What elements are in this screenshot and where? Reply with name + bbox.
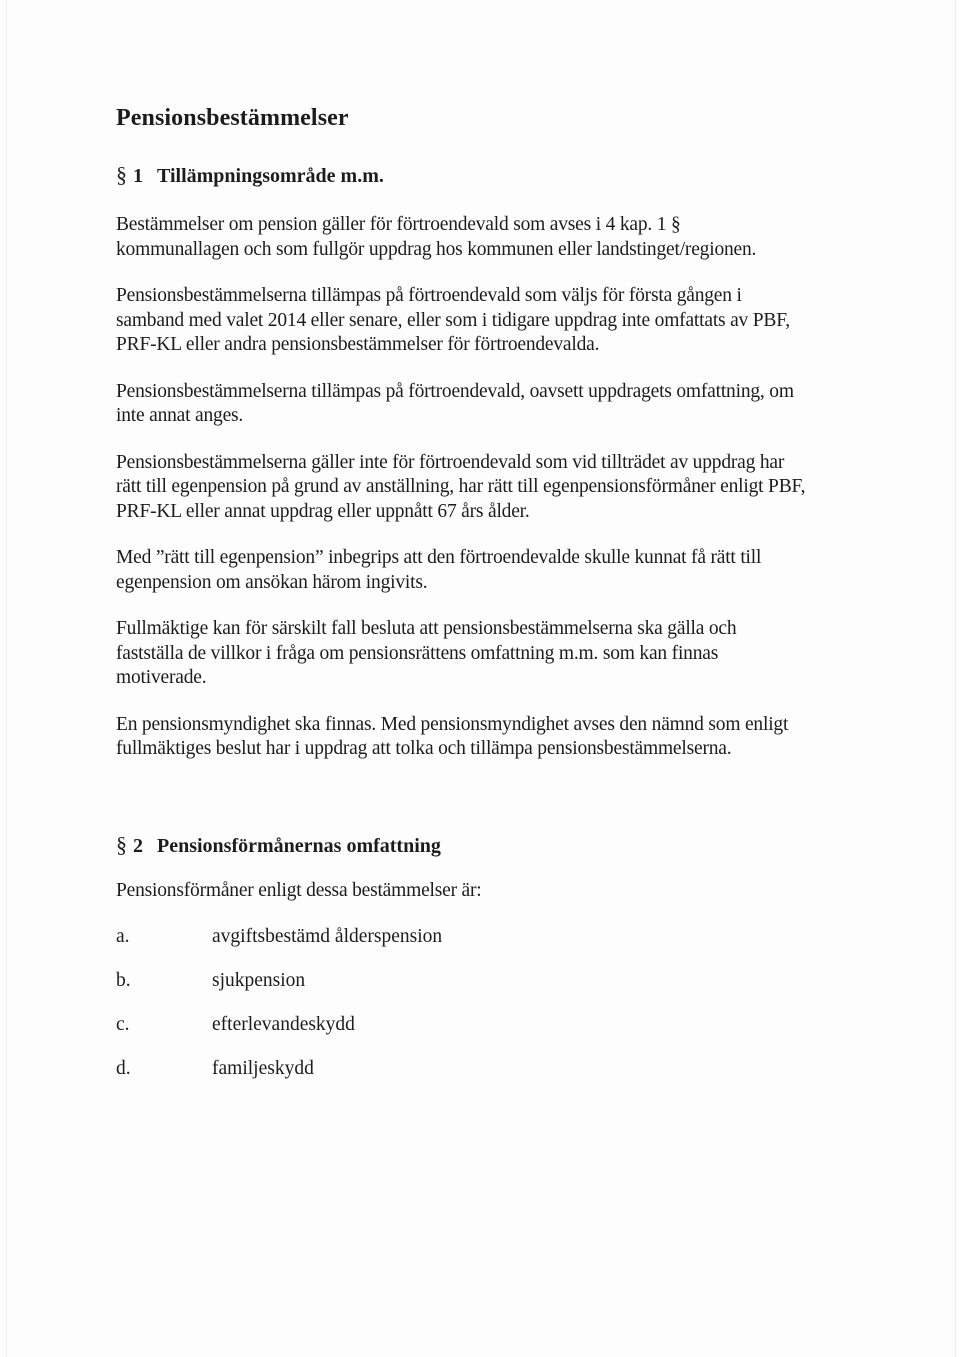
scan-edge-left (6, 0, 7, 1357)
section-2-heading (116, 830, 806, 861)
list-marker: b. (116, 970, 131, 991)
section-2-number: 2 (133, 834, 143, 857)
section-1-sign: § (116, 162, 127, 187)
list-item (116, 969, 806, 1013)
section-1-paragraph-1: Bestämmelser om pension gäller för förtroendevald som avses i 4 kap. 1 § kommunallagen och som fullgör uppdrag hos kommunen eller landstinget/regionen. (116, 214, 757, 260)
section-1-paragraph-2: Pensionsbestämmelserna tillämpas på förtroendevald som väljs för första gången i samband med valet 2014 eller senare, eller som i tidigare uppdrag inte omfattats av PBF, PRF-KL eller andra pensionsbestämmelser för förtroendevalda. (116, 285, 790, 355)
list-text: familjeskydd (212, 1058, 314, 1079)
list-marker: a. (116, 926, 130, 947)
list-text: efterlevandeskydd (212, 1014, 355, 1035)
section-1-heading (116, 160, 806, 191)
document-title: Pensionsbestämmelser (116, 105, 349, 131)
list-text: avgiftsbestämd ålderspension (212, 926, 443, 947)
document-body (116, 98, 806, 1101)
section-1-paragraph-3: Pensionsbestämmelserna tillämpas på förtroendevald, oavsett uppdragets omfattning, om inte annat anges. (116, 380, 794, 426)
list-item (116, 925, 806, 969)
section-1-paragraph-7: En pensionsmyndighet ska finnas. Med pensionsmyndighet avses den nämnd som enligt fullmäktiges beslut har i uppdrag att tolka och tillämpa pensionsbestämmelserna. (116, 713, 789, 759)
scan-edge-right (955, 0, 956, 1357)
section-1-title: Tillämpningsområde m.m. (157, 165, 384, 187)
section-1-paragraph-6: Fullmäktige kan för särskilt fall besluta att pensionsbestämmelserna ska gälla och fastställa de villkor i fråga om pensionsrättens omfattning m.m. som kan finnas motiverade. (116, 618, 737, 688)
section-1-paragraph-4: Pensionsbestämmelserna gäller inte för förtroendevald som vid tillträdet av uppdrag har rätt till egenpension på grund av anställning, har rätt till egenpensionsförmåner enligt PBF, PRF-KL eller annat uppdrag eller uppnått 67 års ålder. (116, 451, 806, 522)
list-marker: c. (116, 1014, 130, 1035)
list-text: sjukpension (212, 970, 306, 991)
list-item (116, 1013, 806, 1057)
section-1-paragraph-5: Med ”rätt till egenpension” inbegrips att den förtroendevalde skulle kunnat få rätt till egenpension om ansökan härom ingivits. (116, 547, 762, 593)
list-item (116, 1057, 806, 1101)
section-2-title: Pensionsförmånernas omfattning (157, 834, 441, 857)
section-2-intro: Pensionsförmåner enligt dessa bestämmelser är: (116, 879, 482, 901)
section-1-number: 1 (133, 165, 143, 187)
benefits-list (116, 925, 806, 1101)
section-2-sign: § (116, 831, 127, 857)
list-marker: d. (116, 1058, 131, 1079)
